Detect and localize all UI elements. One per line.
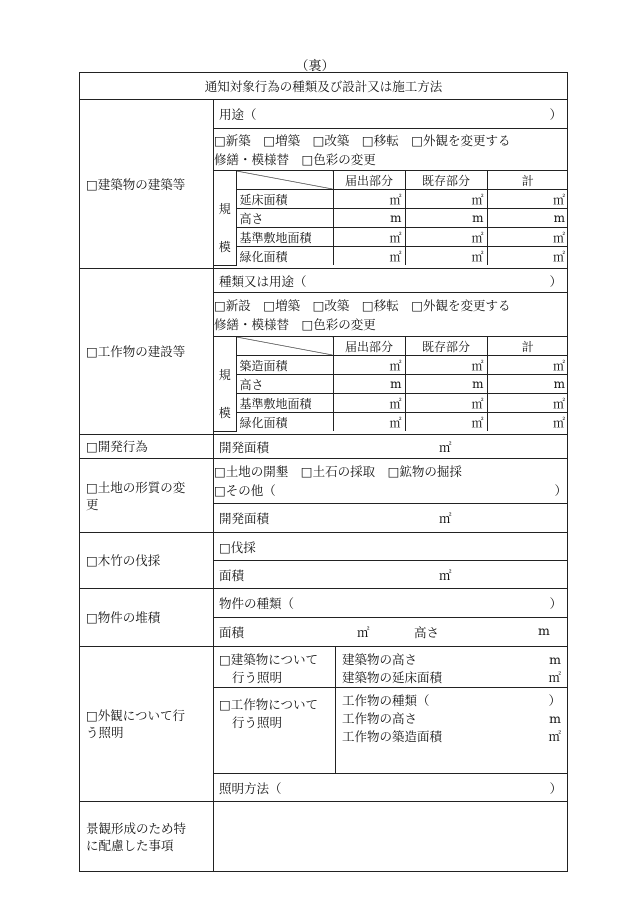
col-kizon: 既存部分	[405, 337, 487, 356]
consideration-input-area[interactable]	[214, 802, 568, 872]
development-checkbox-label[interactable]: □開発行為	[80, 435, 214, 459]
diagonal-header-cell	[236, 171, 333, 190]
structure-row-area: 築造面積 ㎡ ㎡ ㎡	[214, 356, 568, 375]
building-usage-close: ）	[549, 107, 563, 122]
building-kibo-label: 規 模	[214, 171, 236, 265]
logging-option[interactable]: □伐採	[219, 539, 256, 555]
structure-options[interactable]	[214, 296, 567, 334]
building-options-line2: 修繕・模様替 □色彩の変更	[214, 151, 376, 167]
lighting-structure-option[interactable]: □工作物について 行う照明	[214, 688, 336, 773]
logging-area-field[interactable]: 面積 ㎡	[219, 567, 452, 583]
development-area-field[interactable]: 開発面積 ㎡	[219, 439, 452, 455]
land-options-line1[interactable]: □土地の開墾 □土石の採取 □鉱物の掘採	[214, 464, 462, 479]
building-options[interactable]	[214, 131, 567, 169]
structure-row-height: 高さ m m m	[214, 375, 568, 394]
land-other-field[interactable]: □その他（ ）	[214, 483, 568, 498]
land-area-field[interactable]: 開発面積 ㎡	[219, 511, 452, 526]
structure-row-green: 緑化面積 ㎡ ㎡ ㎡	[214, 413, 568, 432]
consideration-label: 景観形成のため特 に配慮した事項	[80, 802, 214, 872]
building-scale-table	[214, 171, 568, 266]
land-checkbox-label[interactable]: □土地の形質の変 更	[80, 459, 214, 533]
building-row-floor: 延床面積 ㎡ ㎡ ㎡	[214, 190, 568, 209]
stacking-kind-field[interactable]: 物件の種類（ ）	[219, 596, 563, 611]
building-checkbox-label[interactable]: □建築物の建築等	[80, 100, 214, 269]
col-kei: 計	[487, 337, 568, 356]
building-usage-field[interactable]	[219, 105, 562, 123]
structure-options-line2: 修繕・模様替 □色彩の変更	[214, 316, 376, 332]
stacking-area-height-field[interactable]: 面積 ㎡ 高さ m	[219, 623, 550, 640]
structure-options-line1: □新設 □増築 □改築 □移転 □外観を変更する	[214, 297, 511, 313]
building-usage-label: 用途（	[219, 107, 257, 122]
structure-usage-close: ）	[549, 273, 563, 289]
building-options-line1: □新築 □増築 □改築 □移転 □外観を変更する	[214, 132, 511, 148]
stacking-checkbox-label[interactable]: □物件の堆積	[80, 589, 214, 647]
lighting-building-option[interactable]: □建築物について 行う照明	[214, 647, 336, 687]
building-row-site: 基準敷地面積 ㎡ ㎡ ㎡	[214, 228, 568, 247]
logging-checkbox-label[interactable]: □木竹の伐採	[80, 533, 214, 589]
col-todokede: 届出部分	[333, 337, 405, 356]
structure-usage-field[interactable]	[219, 272, 562, 290]
structure-row-site: 基準敷地面積 ㎡ ㎡ ㎡	[214, 394, 568, 413]
structure-kibo-label: 規 模	[214, 337, 236, 431]
lighting-checkbox-label[interactable]: □外観について行 う照明	[80, 647, 214, 802]
notification-form: 通知対象行為の種類及び設計又は施工方法 □建築物の建築等 用途（ ） □新築 □増築 □改築 □移転 □外観を変更する 修繕・模様替 □色彩の変更 規 模 届出部分 既存部分 計 延床面積 ㎡ ㎡ ㎡ 高さ m m m 基準敷地面積 ㎡ ㎡ ㎡ 緑化面積 ㎡ ㎡ ㎡ □工作物の建設等 種類又は用途（ ） □新設 □増築 □改築 □移転 □外観を変更する 修繕・模様替 □色彩の変更 規 模 届出部分 既存部分 計 築造面積 ㎡ ㎡ ㎡ 高さ m m m 基準敷地面積 ㎡ ㎡ ㎡ 緑化面積 ㎡ ㎡ ㎡ □開発行為 開発面積 ㎡ □土地の形質の変 更 □土地の開墾 □土石の採取 □鉱物の掘採 □その他（ ） 開発面積 ㎡ □木竹の伐採 □伐採 面積 ㎡ □物件の堆積 物件の種類（ ） 面積 ㎡ 高さ m □外観について行 う照明 □建築物について 行う照明 建築物の高さ m 建築物の延床面積 ㎡ □工作物について 行う照明 工作物の種類（ ） 工作物の高さ m 工作物の築造面積 ㎡ 照明方法（ ） 景観形成のため特 に配慮した事項	[79, 72, 568, 872]
structure-scale-table	[214, 337, 568, 432]
structure-checkbox-label[interactable]: □工作物の建設等	[80, 269, 214, 435]
col-kizon: 既存部分	[405, 171, 487, 190]
col-kei: 計	[487, 171, 568, 190]
page-side-label: （裏）	[295, 59, 335, 74]
diagonal-header-cell	[236, 337, 333, 356]
building-row-height: 高さ m m m	[214, 209, 568, 228]
col-todokede: 届出部分	[333, 171, 405, 190]
structure-usage-label: 種類又は用途（	[219, 273, 307, 289]
form-title: 通知対象行為の種類及び設計又は施工方法	[80, 73, 568, 100]
building-row-green: 緑化面積 ㎡ ㎡ ㎡	[214, 247, 568, 266]
lighting-method-field[interactable]: 照明方法（ ）	[219, 780, 563, 796]
